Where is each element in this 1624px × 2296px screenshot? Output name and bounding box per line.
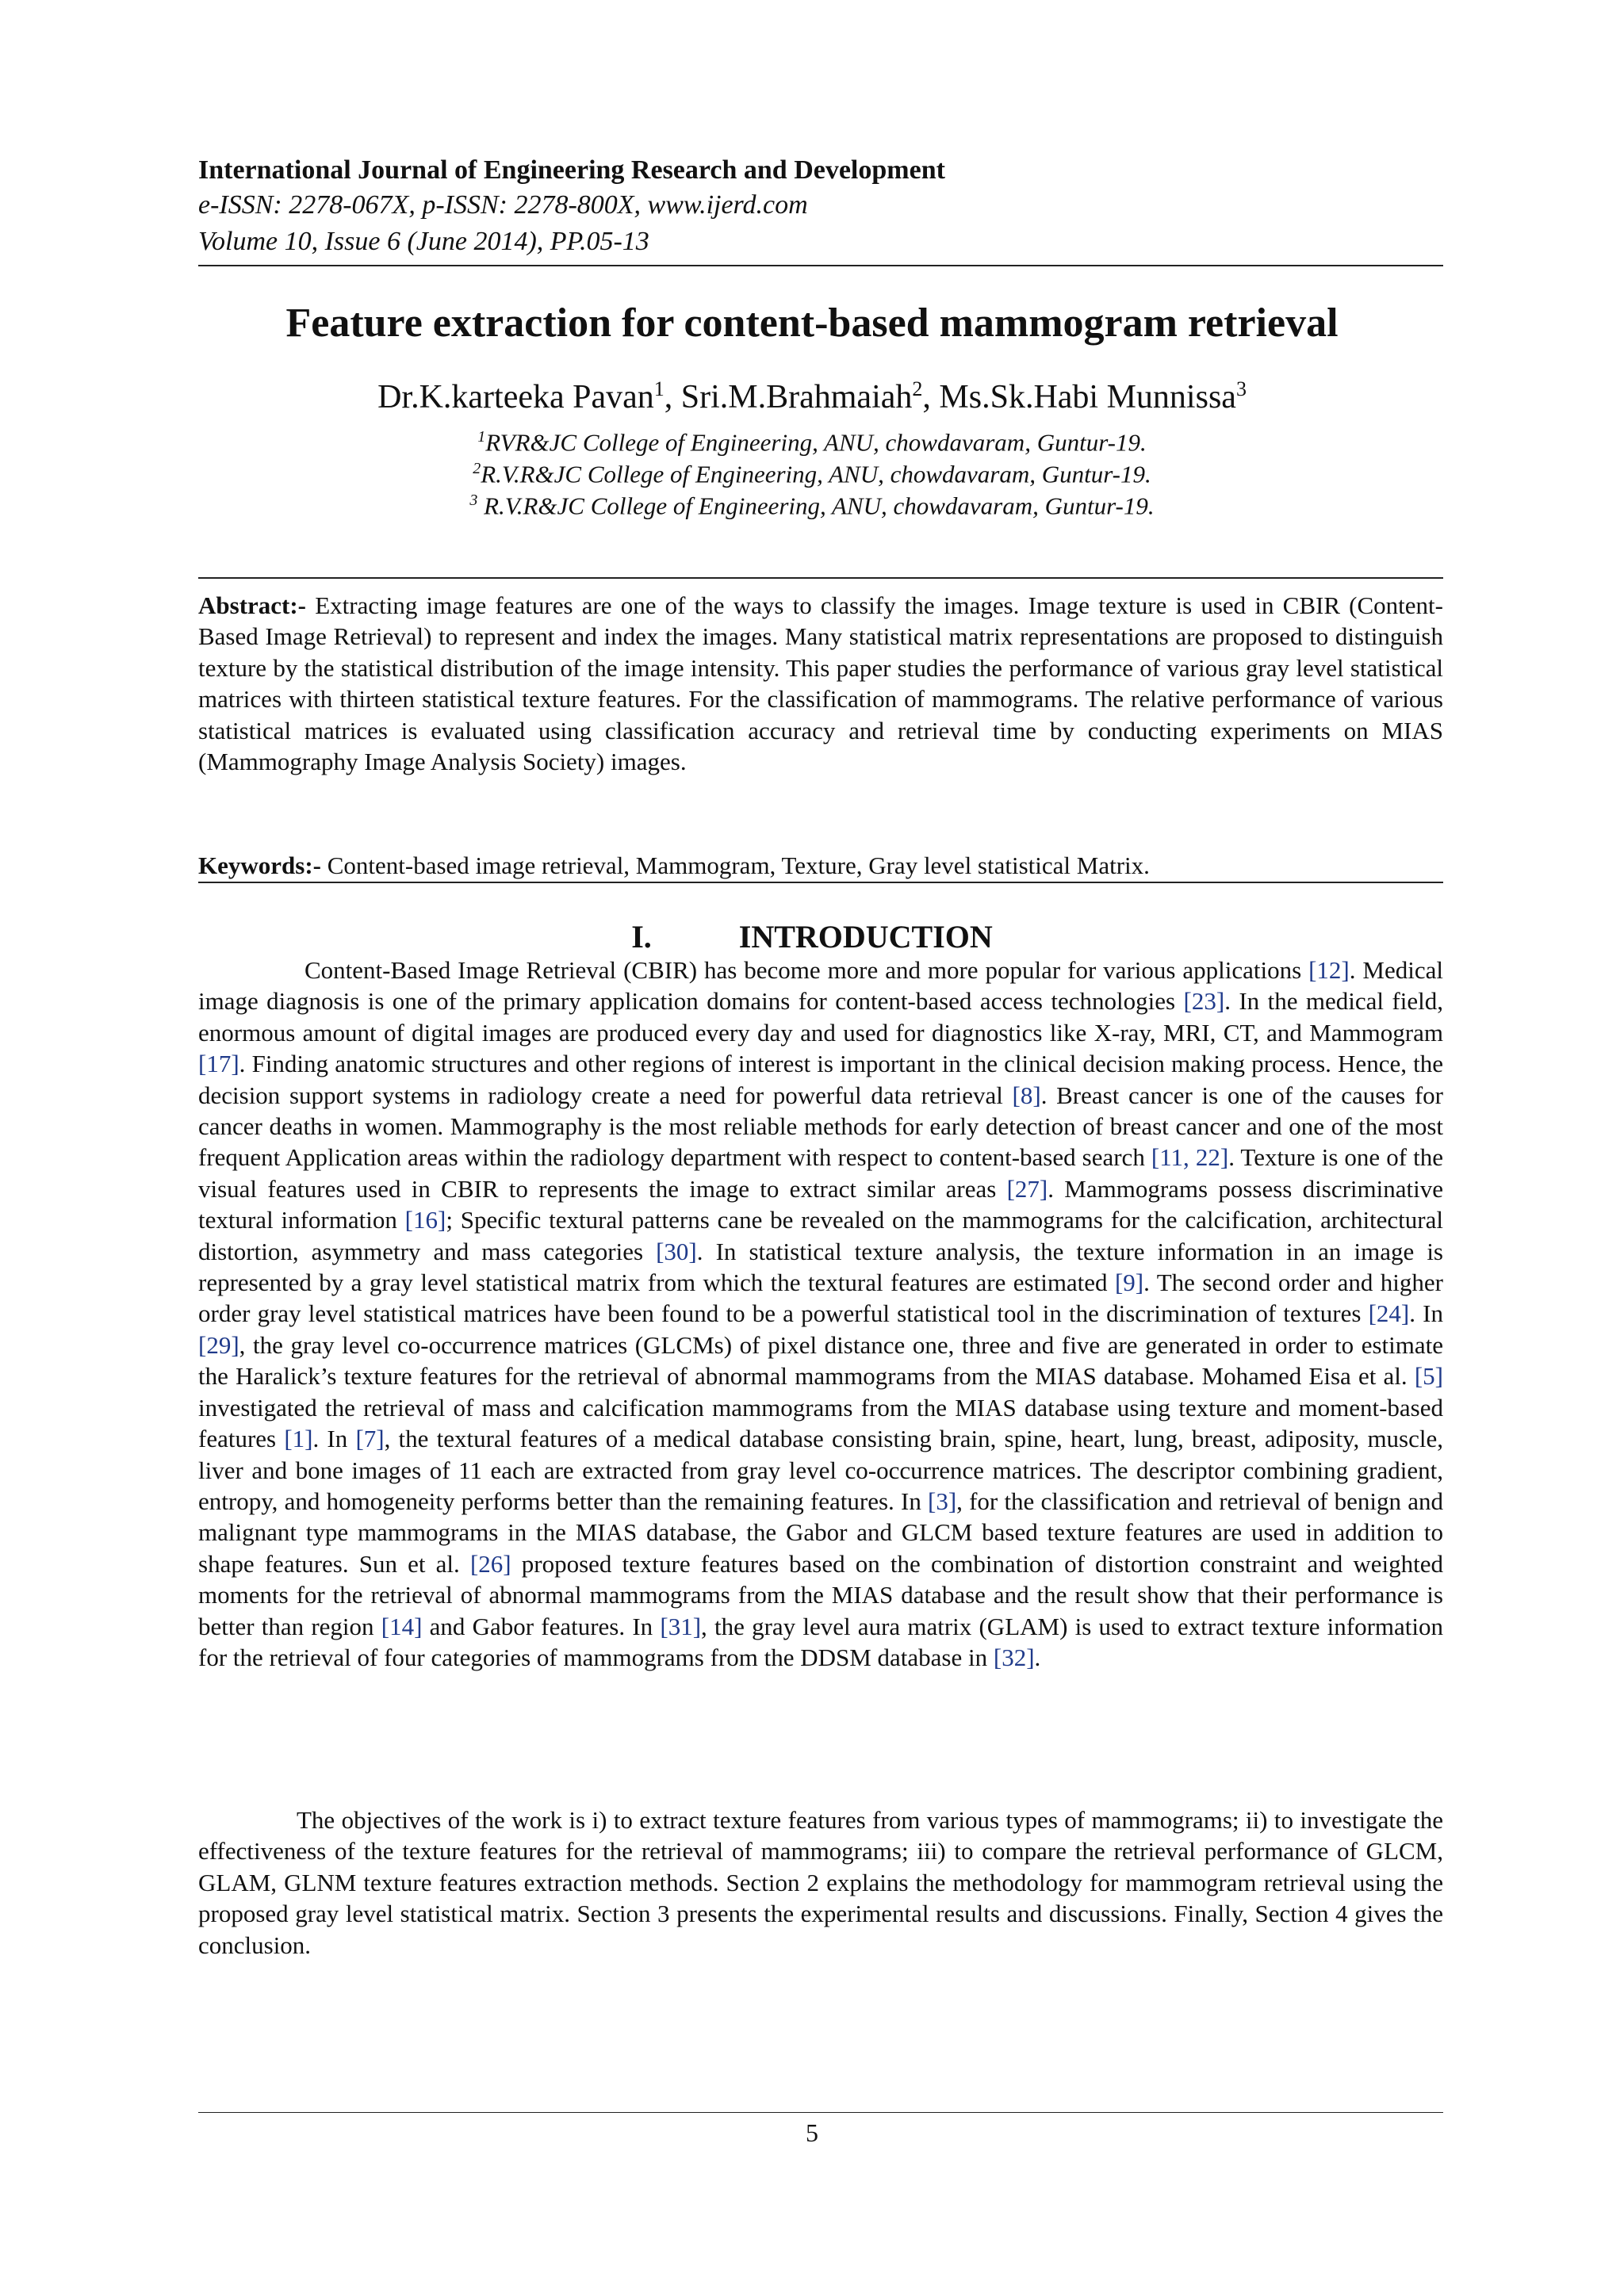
citation-link[interactable]: [5] bbox=[1414, 1362, 1443, 1391]
citation-link[interactable]: [1] bbox=[284, 1425, 313, 1453]
affiliation bbox=[0, 428, 1624, 457]
abstract-top-rule bbox=[198, 577, 1443, 579]
abstract-text: Extracting image features are one of the ways to classify the images. Image texture is used in CBIR (Content-Based Image Retrieval) to represent and index the images. Many statistical matrix representations are proposed to distinguish texture by the statistical distribution of the image intensity. This paper studies the performance of various gray level statistical matrices with thirteen statistical texture features. For the classification of mammograms. The relative performance of various statistical matrices is evaluated using classification accuracy and retrieval time by conducting experiments on MIAS (Mammography Image Analysis Society) images. bbox=[198, 591, 1443, 776]
author-sup: 3 bbox=[1235, 377, 1247, 400]
abstract bbox=[198, 590, 1443, 777]
author-sep: , bbox=[664, 379, 681, 415]
intro-text: investigated the retrieval of mass and calcification mammograms from the MIAS database using texture and moment-based features bbox=[198, 1393, 1443, 1453]
affiliation-sup: 3 bbox=[469, 492, 478, 509]
intro-paragraph-1 bbox=[198, 955, 1443, 1673]
citation-link[interactable]: [7] bbox=[355, 1425, 385, 1453]
affiliation-text: RVR&JC College of Engineering, ANU, chowdavaram, Guntur-19. bbox=[485, 428, 1147, 457]
intro-text: . The second order and higher order gray level statistical matrices have been found to be a powerful statistical tool in the discrimination of textures bbox=[198, 1269, 1443, 1328]
section-heading bbox=[0, 918, 1624, 955]
author-list bbox=[0, 377, 1624, 416]
header-rule bbox=[198, 265, 1443, 266]
citation-link[interactable]: [24] bbox=[1368, 1299, 1410, 1328]
author-sup: 1 bbox=[653, 377, 665, 400]
intro-text: . In bbox=[312, 1425, 356, 1453]
section-number: I. bbox=[631, 919, 652, 955]
citation-link[interactable]: [30] bbox=[656, 1237, 697, 1265]
citation-link[interactable]: [16] bbox=[404, 1206, 446, 1234]
affiliation-sup: 1 bbox=[477, 428, 486, 446]
affiliation-text: R.V.R&JC College of Engineering, ANU, chowdavaram, Guntur-19. bbox=[477, 492, 1155, 520]
intro-text: . Medical image diagnosis is one of the primary application domains for content-based access technologies bbox=[198, 956, 1443, 1016]
keywords bbox=[198, 850, 1443, 881]
affiliation bbox=[0, 492, 1624, 520]
journal-name: International Journal of Engineering Research and Development bbox=[198, 155, 945, 185]
keywords-bottom-rule bbox=[198, 882, 1443, 883]
journal-volume: Volume 10, Issue 6 (June 2014), PP.05-13 bbox=[198, 227, 649, 256]
citation-link[interactable]: [17] bbox=[198, 1050, 239, 1078]
paper-title: Feature extraction for content-based mammogram retrieval bbox=[285, 300, 1339, 346]
author-name: Ms.Sk.Habi Munnissa bbox=[939, 379, 1236, 415]
keywords-text: Content-based image retrieval, Mammogram, Texture, Gray level statistical Matrix. bbox=[320, 851, 1150, 879]
intro-text: ; Specific textural patterns cane be revealed on the mammograms for the calcification, architectural distortion, asymmetry and mass categories bbox=[198, 1206, 1443, 1265]
intro-text: , the gray level aura matrix (GLAM) is used to extract texture information for the retrieval of four categories of mammograms from the DDSM database in bbox=[198, 1612, 1444, 1671]
citation-link[interactable]: [27] bbox=[1006, 1174, 1048, 1203]
section-title: INTRODUCTION bbox=[738, 919, 993, 955]
abstract-label: Abstract:- bbox=[198, 591, 307, 619]
citation-link[interactable]: [9] bbox=[1114, 1269, 1144, 1297]
citation-link[interactable]: [11, 22] bbox=[1151, 1143, 1229, 1172]
intro-text: , the gray level co-occurrence matrices (GLCMs) of pixel distance one, three and five are generated in order to estimate the Haralick’s texture features for the retrieval of abnormal mammograms from the MIAS database. Mohamed Eisa et al. bbox=[198, 1330, 1443, 1391]
intro-text: . Mammograms possess discriminative textural information bbox=[198, 1174, 1443, 1234]
intro-text: . Texture is one of the visual features used in CBIR to represents the image to extract similar areas bbox=[198, 1143, 1443, 1203]
intro-text: proposed texture features based on the combination of distortion constraint and weighted moments for the retrieval of abnormal mammograms from the MIAS database and the result show that their performance is better than region bbox=[198, 1549, 1443, 1640]
citation-link[interactable]: [23] bbox=[1183, 987, 1225, 1016]
intro-text: and Gabor features. In bbox=[422, 1612, 661, 1640]
page-number: 5 bbox=[806, 2118, 818, 2147]
intro-text: , the textural features of a medical database consisting brain, spine, heart, lung, breast, adiposity, muscle, liver and bone images of 11 each are extracted from gray level co-occurrence matrices. The descriptor combining gradient, entropy, and homogeneity performs better than the remaining features. In bbox=[198, 1425, 1444, 1515]
journal-issn: e-ISSN: 2278-067X, p-ISSN: 2278-800X, www.ijerd.com bbox=[198, 190, 808, 220]
intro-text: Content-Based Image Retrieval (CBIR) has become more and more popular for various applications bbox=[304, 956, 1309, 984]
affiliation-text: R.V.R&JC College of Engineering, ANU, chowdavaram, Guntur-19. bbox=[481, 460, 1151, 488]
author-name: Dr.K.karteeka Pavan bbox=[377, 379, 654, 415]
citation-link[interactable]: [29] bbox=[198, 1330, 239, 1359]
intro-text: . bbox=[1034, 1643, 1041, 1671]
intro-paragraph-2: The objectives of the work is i) to extract texture features from various types of mammograms; ii) to investigate the effectiveness of the texture features for the retrieval of mammograms; iii) to compare the retrieval performance of GLCM, GLAM, GLNM texture features extraction methods. Section 2 explains the methodology for mammogram retrieval using the proposed gray level statistical matrix. Section 3 presents the experimental results and discussions. Finally, Section 4 gives the conclusion. bbox=[198, 1806, 1443, 1959]
intro-text: . Breast cancer is one of the causes for cancer deaths in women. Mammography is the most reliable methods for early detection of breast cancer and one of the most frequent Application areas within the radiology department with respect to content-based search bbox=[198, 1081, 1443, 1172]
intro-text: . In the medical field, enormous amount of digital images are produced every day and used for diagnostics like X-ray, MRI, CT, and Mammogram bbox=[198, 987, 1443, 1047]
footer-rule bbox=[198, 2112, 1443, 2113]
affiliation bbox=[0, 460, 1624, 488]
citation-link[interactable]: [8] bbox=[1012, 1081, 1041, 1109]
intro-text: , for the classification and retrieval of benign and malignant type mammograms in the MIAS database, the Gabor and GLCM based texture features are used in addition to shape features. Sun et al. bbox=[198, 1487, 1443, 1578]
author-sup: 2 bbox=[912, 377, 923, 400]
citation-link[interactable]: [14] bbox=[381, 1612, 423, 1640]
author-sep: , bbox=[922, 379, 940, 415]
citation-link[interactable]: [31] bbox=[660, 1612, 702, 1640]
affiliation-sup: 2 bbox=[473, 460, 481, 477]
keywords-label: Keywords:- bbox=[198, 851, 321, 879]
citation-link[interactable]: [12] bbox=[1308, 956, 1350, 984]
intro-text: . In bbox=[1409, 1299, 1443, 1328]
citation-link[interactable]: [3] bbox=[928, 1487, 957, 1515]
author-name: Sri.M.Brahmaiah bbox=[680, 379, 913, 415]
intro-text: . Finding anatomic structures and other regions of interest is important in the clinical decision making process. Hence, the decision support systems in radiology create a need for powerful data retrieval bbox=[198, 1050, 1443, 1109]
citation-link[interactable]: [32] bbox=[993, 1643, 1035, 1671]
intro-text: . In statistical texture analysis, the texture information in an image is represented by a gray level statistical matrix from which the textural features are estimated bbox=[198, 1237, 1443, 1297]
citation-link[interactable]: [26] bbox=[469, 1549, 511, 1578]
